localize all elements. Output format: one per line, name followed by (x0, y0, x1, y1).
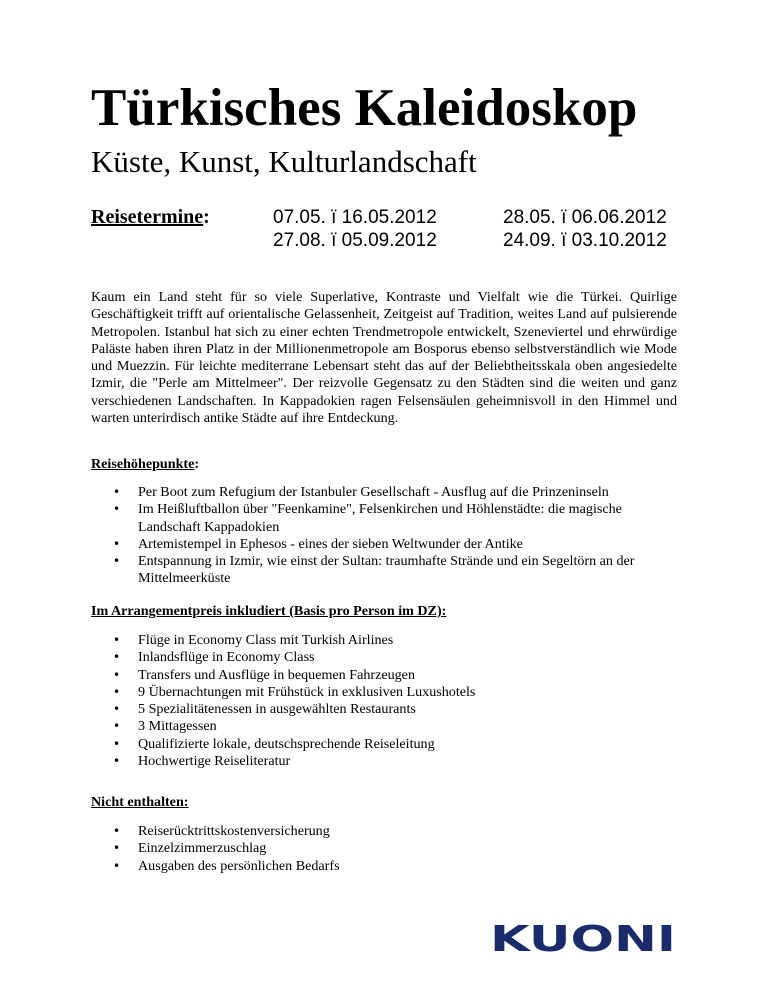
highlights-heading-text: Reisehöhepunkte (91, 456, 195, 472)
list-item: • 3 Mittagessen (91, 718, 671, 735)
list-item: • Inlandsflüge in Economy Class (91, 649, 671, 666)
kuoni-logo-text: KUONI (490, 922, 676, 954)
page-subtitle: Küste, Kunst, Kulturlandschaft (91, 144, 477, 179)
highlights-heading-colon: : (194, 456, 200, 472)
excluded-heading: Nicht enthalten: (91, 794, 189, 810)
travel-date-1: 07.05. ï 16.05.2012 (273, 207, 437, 228)
list-item: • 5 Spezialitätenessen in ausgewählten Restaurants (91, 701, 671, 718)
travel-dates-label (91, 207, 210, 227)
list-item: • Transfers und Ausflüge in bequemen Fahrzeugen (91, 667, 671, 684)
travel-dates-label-colon: : (203, 206, 210, 228)
list-item: • Per Boot zum Refugium der Istanbuler Gesellschaft - Ausflug auf die Prinzeninseln (91, 484, 671, 501)
highlights-heading (91, 457, 199, 471)
included-list (91, 632, 671, 770)
list-item: • Qualifizierte lokale, deutschsprechende Reiseleitung (91, 736, 671, 753)
excluded-list (91, 823, 671, 875)
list-item: • Artemistempel in Ephesos - eines der sieben Weltwunder der Antike (91, 536, 671, 553)
highlights-list (91, 484, 671, 588)
list-item: • Reiserücktrittskostenversicherung (91, 823, 671, 840)
travel-date-4: 24.09. ï 03.10.2012 (503, 230, 667, 251)
included-heading: Im Arrangementpreis inkludiert (Basis pro Person im DZ): (91, 603, 447, 619)
list-item: • Im Heißluftballon über "Feenkamine", Felsenkirchen und Höhlenstädte: die magische Landschaft Kappadokien (91, 501, 671, 536)
list-item: • Entspannung in Izmir, wie einst der Sultan: traumhafte Strände und ein Segeltörn an der Mittelmeerküste (91, 553, 671, 588)
list-item: • Flüge in Economy Class mit Turkish Airlines (91, 632, 671, 649)
page-title: Türkisches Kaleidoskop (91, 79, 638, 137)
list-item: • Hochwertige Reiseliteratur (91, 753, 671, 770)
list-item: • Ausgaben des persönlichen Bedarfs (91, 858, 671, 875)
travel-dates-label-text: Reisetermine (91, 206, 204, 228)
travel-date-3: 27.08. ï 05.09.2012 (273, 230, 437, 251)
intro-paragraph: Kaum ein Land steht für so viele Superlative, Kontraste und Vielfalt wie die Türkei. Quirlige Geschäftigkeit trifft auf orientalische Gelassenheit, Zeitgeist auf Tradition, weites Land auf pulsierende Metropolen. Istanbul hat sich zu einer echten Trendmetropole entwickelt, Szeneviertel und ehrwürdige Paläste haben ihren Platz in der Millionenmetropole am Bosporus ebenso selbstverständlich wie Mode und Muezzin. Für leichte mediterrane Lebensart steht das auf der Beliebtheitsskala oben angesiedelte Izmir, die "Perle am Mittelmeer". Der reizvolle Gegensatz zu den Städten sind die weiten und ganz verschiedenen Landschaften. In Kappadokien ragen Felsensäulen geheimnisvoll in den Himmel und warten unterirdisch antike Städte auf ihre Entdeckung. (91, 289, 677, 427)
kuoni-logo (489, 922, 677, 954)
travel-date-2: 28.05. ï 06.06.2012 (503, 207, 667, 228)
list-item: • Einzelzimmerzuschlag (91, 840, 671, 857)
list-item: • 9 Übernachtungen mit Frühstück in exklusiven Luxushotels (91, 684, 671, 701)
